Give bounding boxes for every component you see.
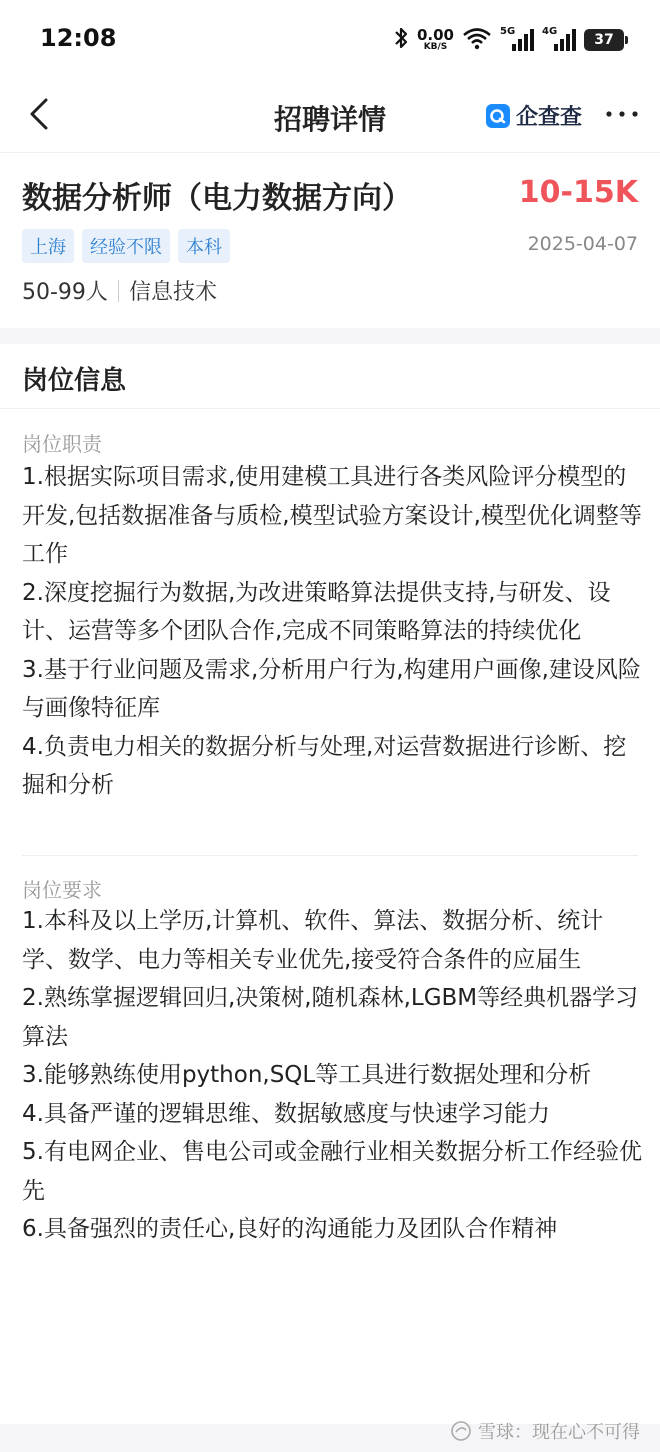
duty-item: 3.基于行业问题及需求,分析用户行为,构建用户画像,建设风险与画像特征库 xyxy=(22,656,641,721)
battery-icon: 37 xyxy=(584,29,624,51)
tag-location: 上海 xyxy=(22,229,74,263)
snowball-logo xyxy=(450,1420,472,1442)
duties-label: 岗位职责 xyxy=(22,432,102,456)
job-info-card xyxy=(0,344,660,1424)
divider xyxy=(22,855,638,856)
more-button[interactable] xyxy=(604,102,640,126)
tag-experience: 经验不限 xyxy=(82,229,170,263)
requirement-item: 6.具备强烈的责任心,良好的沟通能力及团队合作精神 xyxy=(22,1216,558,1242)
signal-5g-icon: 5G xyxy=(500,28,534,52)
company-info xyxy=(22,275,217,306)
requirement-item: 4.具备严谨的逻辑思维、数据敏感度与快速学习能力 xyxy=(22,1100,550,1127)
section-title: 岗位信息 xyxy=(22,366,127,396)
duties-list xyxy=(22,458,642,805)
job-summary-card xyxy=(0,152,660,328)
duty-item: 4.负责电力相关的数据分析与处理,对运营数据进行诊断、挖掘和分析 xyxy=(22,733,627,798)
requirement-item: 5.有电网企业、售电公司或金融行业相关数据分析工作经验优先 xyxy=(22,1139,642,1204)
brand-name: 企查查 xyxy=(516,105,583,130)
duty-item: 1.根据实际项目需求,使用建模工具进行各类风险评分模型的开发,包括数据准备与质检,模型试验方案设计,模型优化调整等工作 xyxy=(22,464,642,567)
divider xyxy=(118,280,119,302)
watermark xyxy=(450,1418,640,1444)
requirement-item: 3.能够熟练使用python,SQL等工具进行数据处理和分析 xyxy=(22,1062,592,1088)
post-date: 2025-04-07 xyxy=(527,233,638,255)
requirement-item: 1.本科及以上学历,计算机、软件、算法、数据分析、统计学、数学、电力等相关专业优先,接受符合条件的应届生 xyxy=(22,908,604,973)
divider xyxy=(0,408,660,409)
signal-4g-icon: 4G xyxy=(542,28,576,52)
requirements-label: 岗位要求 xyxy=(22,878,102,902)
qichacha-logo xyxy=(486,104,510,128)
tag-education: 本科 xyxy=(178,229,230,263)
salary: 10-15K xyxy=(518,175,638,210)
more-icon xyxy=(604,102,640,126)
status-bar xyxy=(0,0,660,80)
company-industry: 信息技术 xyxy=(128,280,217,305)
status-time: 12:08 xyxy=(40,24,117,52)
requirement-item: 2.熟练掌握逻辑回归,决策树,随机森林,LGBM等经典机器学习算法 xyxy=(22,985,639,1050)
company-size: 50-99人 xyxy=(22,280,108,305)
wifi-icon xyxy=(462,26,492,54)
job-title: 数据分析师（电力数据方向） xyxy=(22,181,412,216)
nav-bar xyxy=(0,80,660,152)
page-title: 招聘详情 xyxy=(273,103,386,136)
requirements-list xyxy=(22,902,642,1249)
status-icons xyxy=(393,24,624,56)
job-tags xyxy=(22,229,230,263)
watermark-text: 雪球：现在心不可得 xyxy=(478,1422,640,1443)
net-speed: 0.00 KB/S xyxy=(416,26,454,52)
duty-item: 2.深度挖掘行为数据,为改进策略算法提供支持,与研发、设计、运营等多个团队合作,完成不同策略算法的持续优化 xyxy=(22,579,611,644)
bluetooth-icon xyxy=(393,26,409,54)
brand-button[interactable] xyxy=(486,100,582,131)
